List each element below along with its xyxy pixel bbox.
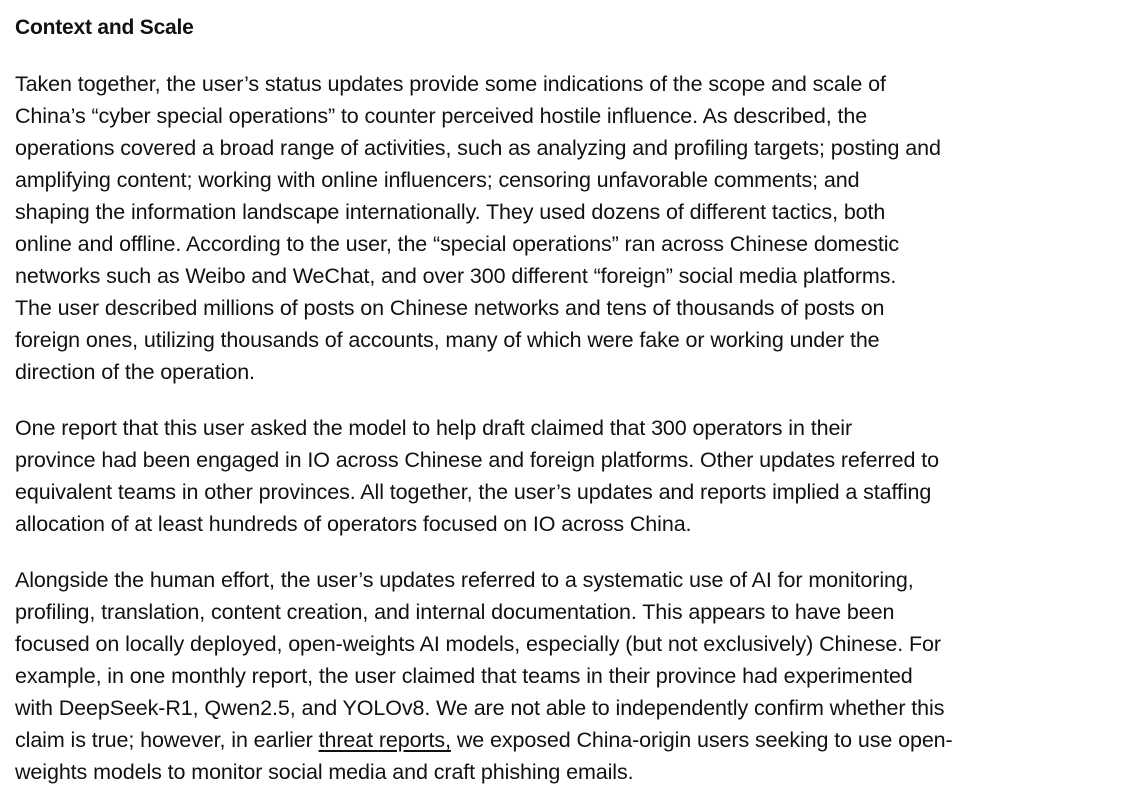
text-line: direction of the operation. bbox=[15, 360, 255, 384]
text-line: China’s “cyber special operations” to counter perceived hostile influence. As described, the bbox=[15, 104, 868, 128]
text-line: shaping the information landscape internationally. They used dozens of different tactics, both bbox=[15, 200, 886, 224]
text-line: allocation of at least hundreds of operators focused on IO across China. bbox=[15, 512, 692, 536]
paragraph-scope bbox=[15, 68, 1115, 388]
paragraph-staffing bbox=[15, 412, 1115, 540]
text-line: profiling, translation, content creation, and internal documentation. This appears to have been bbox=[15, 600, 895, 624]
text-line: One report that this user asked the model to help draft claimed that 300 operators in their bbox=[15, 416, 853, 440]
text-segment: claim is true; however, in earlier bbox=[15, 728, 319, 752]
text-line: province had been engaged in IO across Chinese and foreign platforms. Other updates referred to bbox=[15, 448, 939, 472]
text-line-with-links bbox=[15, 724, 1115, 756]
text-line: equivalent teams in other provinces. All together, the user’s updates and reports implied a staffing bbox=[15, 480, 932, 504]
text-line: online and offline. According to the user, the “special operations” ran across Chinese domestic bbox=[15, 232, 900, 256]
text-line: with DeepSeek-R1, Qwen2.5, and YOLOv8. We are not able to independently confirm whether this bbox=[15, 696, 945, 720]
link-text-threat: threat bbox=[318, 728, 379, 752]
link-text-reports: reports, bbox=[378, 728, 451, 752]
text-line: example, in one monthly report, the user claimed that teams in their province had experimented bbox=[15, 664, 913, 688]
text-segment: we exposed China-origin users seeking to use open- bbox=[450, 728, 953, 752]
text-line: foreign ones, utilizing thousands of accounts, many of which were fake or working under the bbox=[15, 328, 880, 352]
text-line: operations covered a broad range of activities, such as analyzing and profiling targets; posting and bbox=[15, 136, 941, 160]
text-line: Taken together, the user’s status updates provide some indications of the scope and scale of bbox=[15, 72, 886, 96]
text-line: amplifying content; working with online influencers; censoring unfavorable comments; and bbox=[15, 168, 860, 192]
text-line: Alongside the human effort, the user’s updates referred to a systematic use of AI for monitoring, bbox=[15, 568, 914, 592]
section-heading: Context and Scale bbox=[15, 16, 194, 39]
threat-reports-link[interactable] bbox=[319, 728, 451, 752]
document-body bbox=[15, 13, 1115, 788]
text-line: weights models to monitor social media and craft phishing emails. bbox=[15, 760, 634, 784]
paragraph-ai-use bbox=[15, 564, 1115, 788]
text-line: focused on locally deployed, open-weights AI models, especially (but not exclusively) Chinese. For bbox=[15, 632, 941, 656]
text-line: networks such as Weibo and WeChat, and over 300 different “foreign” social media platforms. bbox=[15, 264, 897, 288]
text-line: The user described millions of posts on Chinese networks and tens of thousands of posts on bbox=[15, 296, 885, 320]
